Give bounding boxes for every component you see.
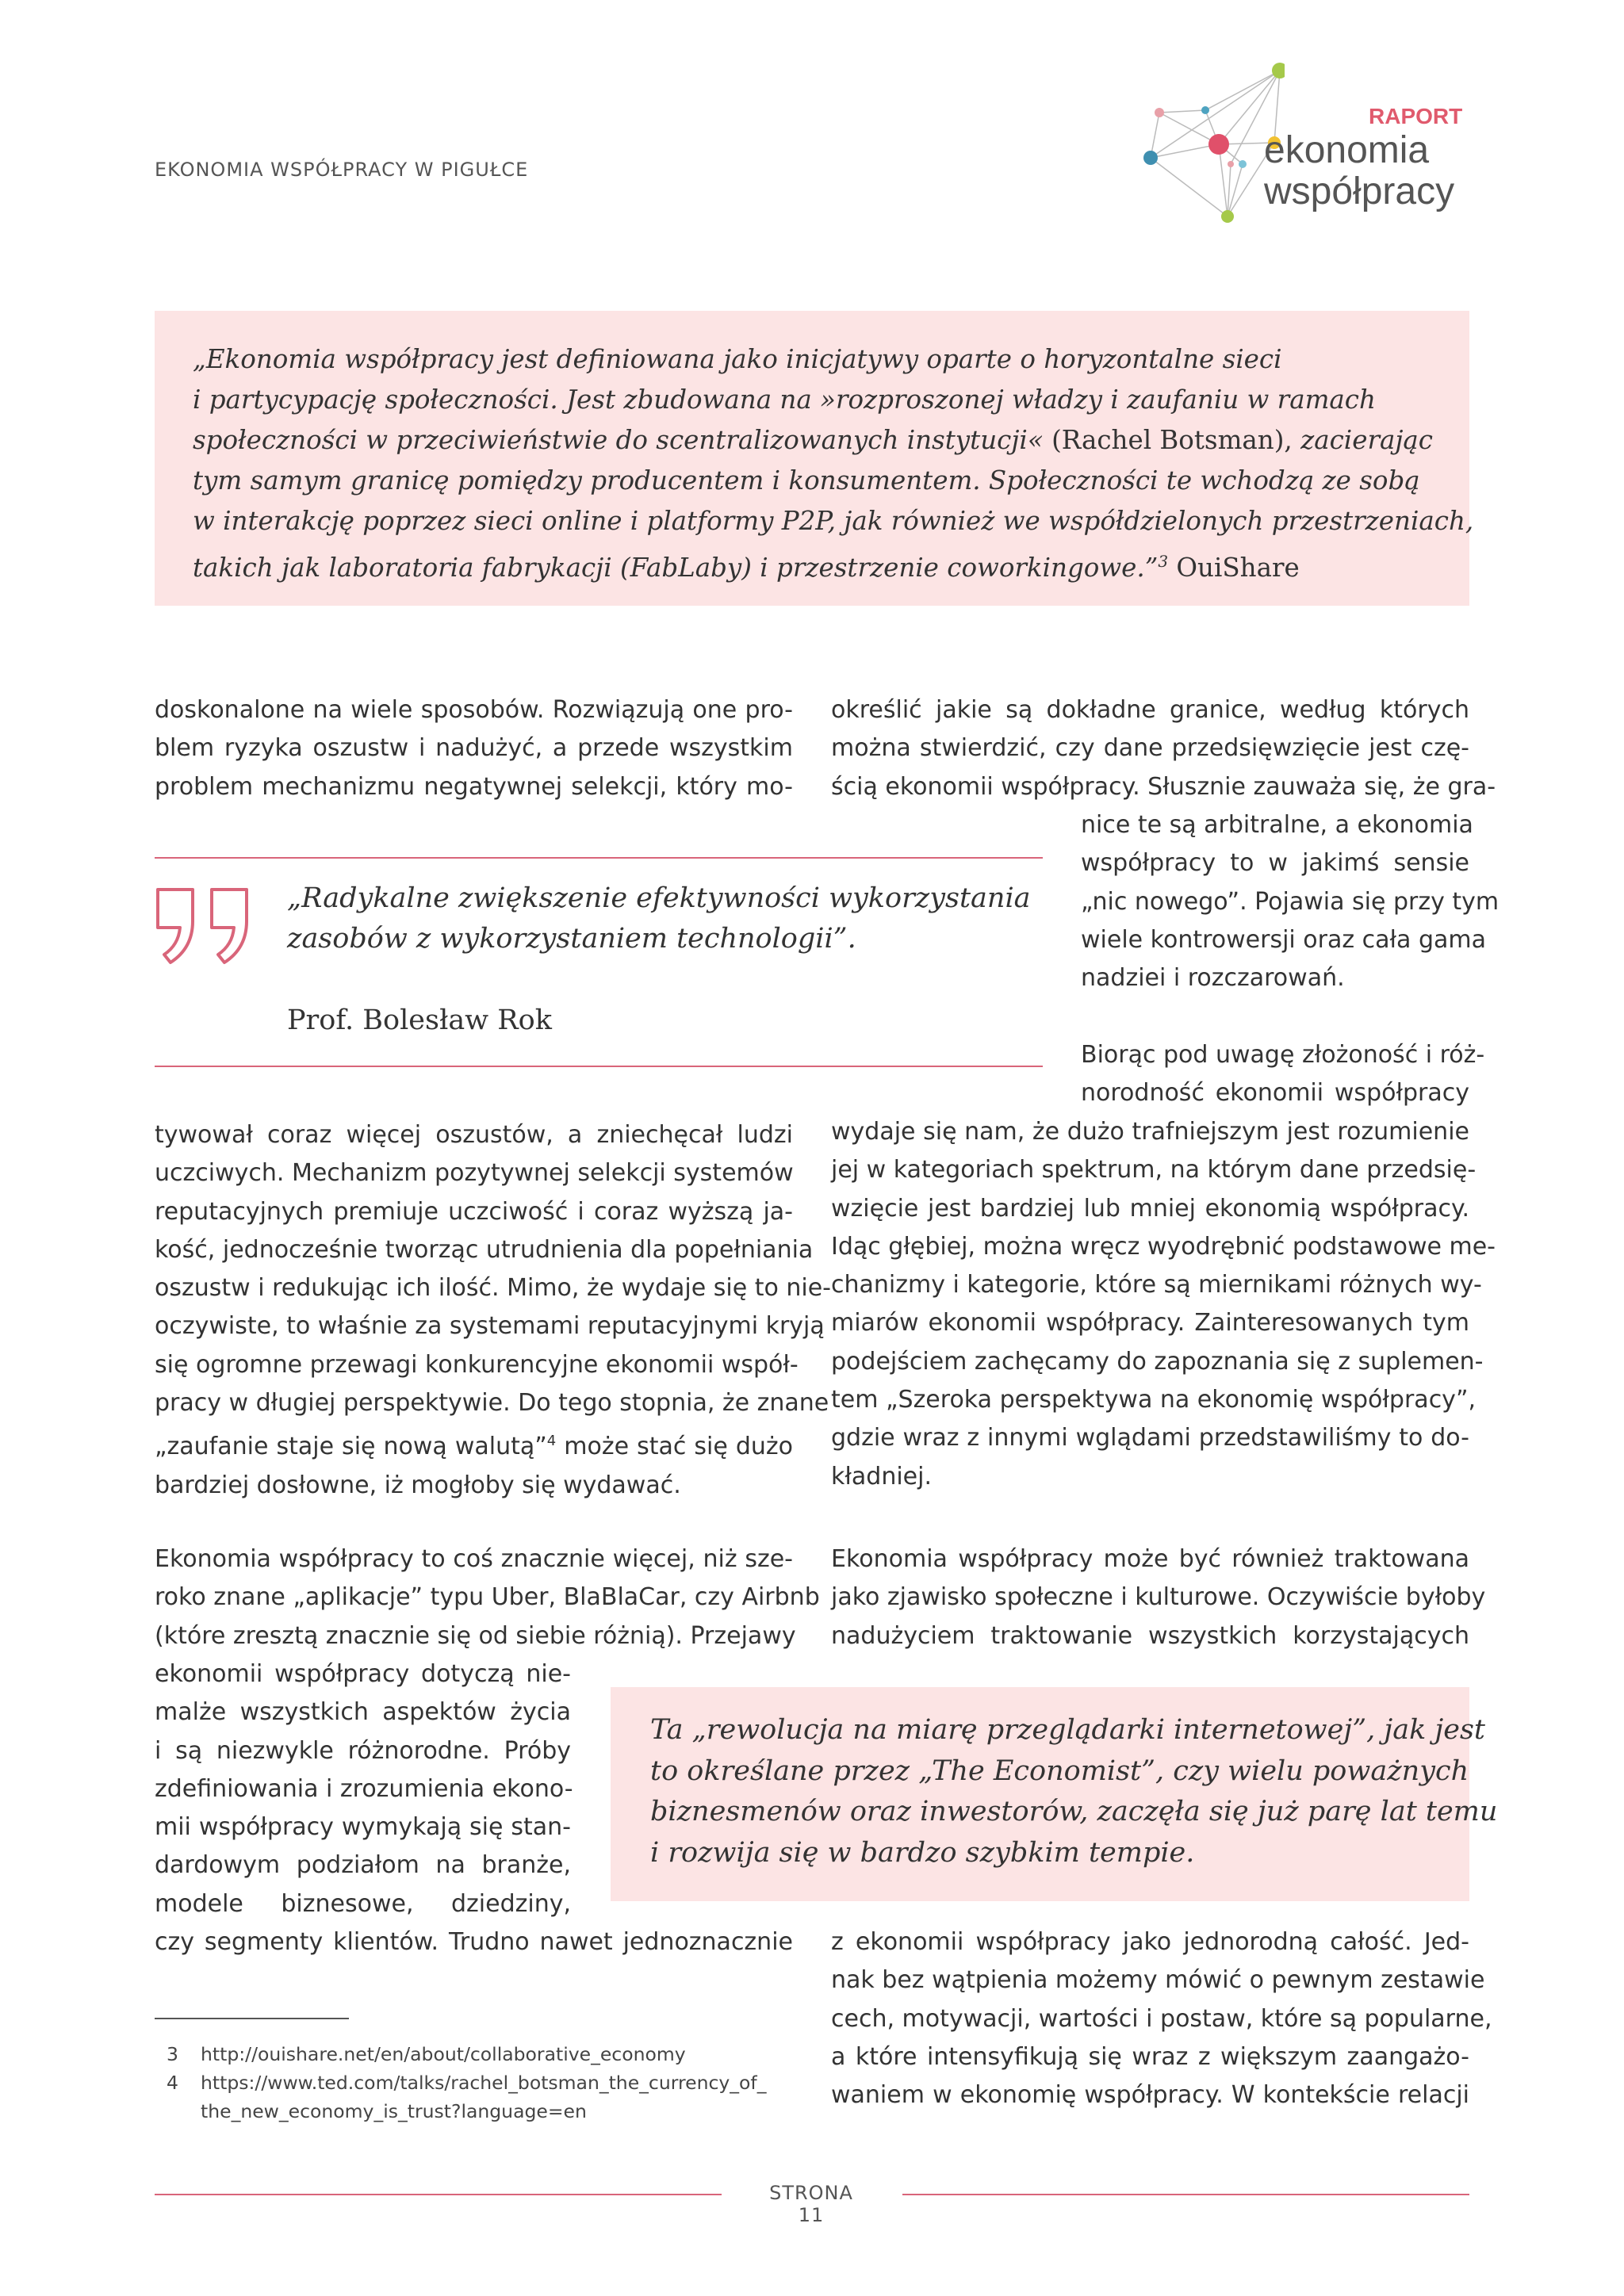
text-line: nice te są arbitralne, a ekonomia bbox=[1081, 811, 1473, 839]
text-line: chanizmy i kategorie, które są miernikami różnych wy- bbox=[831, 1271, 1482, 1299]
quote-line: i rozwija się w bardzo szybkim tempie. bbox=[650, 1836, 1195, 1869]
footer-rule-left bbox=[155, 2194, 722, 2195]
quote-line: „Ekonomia współpracy jest definiowana jako inicjatywy oparte o horyzontalne sieci bbox=[193, 344, 1282, 374]
text-line: czy segmenty klientów. Trudno nawet jednoznacznie bbox=[155, 1928, 793, 1956]
text-line: norodność ekonomii współpracy bbox=[1081, 1079, 1469, 1108]
quote-author-botsman: (Rachel Botsman), bbox=[1051, 425, 1293, 455]
left-para1-top bbox=[155, 691, 793, 806]
footnote-link[interactable]: http://ouishare.net/en/about/collaborative_economy bbox=[201, 2043, 686, 2065]
text-line: problem mechanizmu negatywnej selekcji, który mo- bbox=[155, 772, 793, 801]
text-line: (które zresztą znacznie się od siebie różnią). Przejawy bbox=[155, 1621, 796, 1650]
text-line: oczywiste, to właśnie za systemami reputacyjnymi kryją bbox=[155, 1312, 825, 1341]
text-line: wydaje się nam, że dużo trafniejszym jest rozumienie bbox=[831, 1118, 1469, 1146]
text-line: określić jakie są dokładne granice, według których bbox=[831, 696, 1469, 724]
footer-rule-right bbox=[902, 2194, 1469, 2195]
text-line: nadziei i rozczarowań. bbox=[1081, 964, 1345, 993]
text-line: doskonalone na wiele sposobów. Rozwiązują one pro- bbox=[155, 696, 793, 724]
text-line: tem „Szeroka perspektywa na ekonomię współpracy”, bbox=[831, 1386, 1477, 1414]
left-para2-last bbox=[155, 1923, 793, 1961]
logo-line-1: ekonomia bbox=[1264, 129, 1430, 171]
right-para3-top bbox=[831, 1540, 1486, 1655]
pull-quote-author: Prof. Bolesław Rok bbox=[287, 1004, 552, 1036]
quote-line: Ta „rewolucja na miarę przeglądarki internetowej”, jak jest bbox=[650, 1714, 1485, 1746]
text-line: mii współpracy wymykają się stan- bbox=[155, 1813, 571, 1842]
text-line: nak bez wątpienia możemy mówić o pewnym zestawie bbox=[831, 1966, 1485, 1995]
text-line: ekonomii współpracy dotyczą nie- bbox=[155, 1660, 571, 1688]
text-line: bardziej dosłowne, iż mogłoby się wydawać. bbox=[155, 1471, 681, 1499]
text-line: się ogromne przewagi konkurencyjne ekonomii współ- bbox=[155, 1350, 799, 1379]
footnote-link-cont[interactable]: the_new_economy_is_trust?language=en bbox=[201, 2100, 587, 2122]
footnote-link[interactable]: https://www.ted.com/talks/rachel_botsman_the_currency_of_ bbox=[201, 2072, 767, 2094]
text-line: współpracy to w jakimś sensie bbox=[1081, 849, 1469, 878]
pull-quote-top-rule bbox=[155, 857, 1043, 859]
pull-quote-text bbox=[287, 878, 1031, 959]
definition-quote-box bbox=[155, 311, 1474, 606]
quote-line: takich jak laboratoria fabrykacji (FabLaby) i przestrzenie coworkingowe.” bbox=[193, 552, 1159, 583]
text-line: wzięcie jest bardziej lub mniej ekonomią współpracy. bbox=[831, 1194, 1469, 1223]
left-para1-bottom bbox=[155, 1116, 831, 1505]
right-para1-narrow bbox=[1081, 806, 1500, 997]
logo-network-icon bbox=[1134, 59, 1285, 230]
pull-quote-line-1: „Radykalne zwiększenie efektywności wykorzystania bbox=[287, 882, 1031, 914]
text-line: pracy w długiej perspektywie. Do tego stopnia, że znane bbox=[155, 1389, 829, 1418]
text-fragment: „zaufanie staje się nową walutą” bbox=[155, 1433, 547, 1461]
text-line: Biorąc pod uwagę złożoność i róż- bbox=[1081, 1041, 1485, 1069]
text-line: reputacyjnych premiuje uczciwość i coraz wyższą ja- bbox=[155, 1197, 793, 1226]
text-line: i są niezwykle różnorodne. Próby bbox=[155, 1736, 571, 1765]
quote-fragment: zacierając bbox=[1300, 425, 1434, 455]
text-line: modele biznesowe, dziedziny, bbox=[155, 1889, 571, 1918]
right-para2-narrow bbox=[1081, 1036, 1485, 1113]
quote-line: społeczności w przeciwieństwie do scentralizowanych instytucji« bbox=[193, 425, 1044, 455]
text-line: z ekonomii współpracy jako jednorodną całość. Jed- bbox=[831, 1928, 1469, 1956]
text-line: ścią ekonomii współpracy. Słusznie zauważa się, że gra- bbox=[831, 772, 1496, 801]
pull-quote-bottom-rule bbox=[155, 1066, 1043, 1067]
quote-source-ouishare: OuiShare bbox=[1176, 552, 1300, 583]
text-line: gdzie wraz z innymi wglądami przedstawiliśmy to do- bbox=[831, 1424, 1469, 1452]
left-para2-narrow bbox=[155, 1655, 571, 1923]
text-line: roko znane „aplikacje” typu Uber, BlaBlaCar, czy Airbnb bbox=[155, 1583, 820, 1612]
quote-line: biznesmenów oraz inwestorów, zaczęła się już parę lat temu bbox=[650, 1796, 1498, 1827]
text-line: kość, jednocześnie tworząc utrudnienia dla popełniania bbox=[155, 1235, 814, 1264]
text-line: dardowym podziałom na branże, bbox=[155, 1851, 571, 1880]
quote-line: to określane przez „The Economist”, czy wielu poważnych bbox=[650, 1755, 1469, 1787]
economist-quote-box bbox=[611, 1687, 1498, 1901]
text-line: Idąc głębiej, można wręcz wyodrębnić podstawowe me- bbox=[831, 1232, 1496, 1261]
right-para1 bbox=[831, 691, 1496, 806]
footnote-ref-3[interactable]: 3 bbox=[1158, 552, 1169, 571]
quote-line: w interakcję poprzez sieci online i platformy P2P, jak również we współdzielonych przestrzeniach, bbox=[193, 506, 1474, 536]
text-fragment: może stać się dużo bbox=[564, 1433, 793, 1461]
text-line: wiele kontrowersji oraz cała gama bbox=[1081, 925, 1486, 954]
text-line: podejściem zachęcamy do zapoznania się z suplemen- bbox=[831, 1347, 1484, 1376]
quote-line: tym samym granicę pomiędzy producentem i konsumentem. Społeczności te wchodzą ze sobą bbox=[193, 465, 1420, 496]
footnote-divider bbox=[155, 2018, 349, 2019]
section-title: EKONOMIA WSPÓŁPRACY W PIGUŁCE bbox=[155, 159, 529, 181]
text-line: można stwierdzić, czy dane przedsięwzięcie jest czę- bbox=[831, 734, 1469, 763]
text-line: „nic nowego”. Pojawia się przy tym bbox=[1081, 887, 1500, 916]
text-line: Ekonomia współpracy to coś znacznie więcej, niż sze- bbox=[155, 1545, 793, 1573]
quote-line: i partycypację społeczności. Jest zbudowana na »rozproszonej władzy i zaufaniu w ramach bbox=[193, 385, 1376, 415]
text-line bbox=[155, 1422, 793, 1466]
footnote-ref-4[interactable]: 4 bbox=[546, 1433, 557, 1450]
text-line: jej w kategoriach spektrum, na którym dane przedsię- bbox=[831, 1156, 1477, 1184]
text-line: kładniej. bbox=[831, 1462, 933, 1490]
footnote-number: 3 bbox=[167, 2043, 178, 2065]
left-para2 bbox=[155, 1540, 820, 1655]
text-line: Ekonomia współpracy może być również traktowana bbox=[831, 1545, 1469, 1573]
logo-line-2: współpracy bbox=[1264, 170, 1455, 212]
text-line: jako zjawisko społeczne i kulturowe. Oczywiście byłoby bbox=[831, 1583, 1486, 1612]
text-line: miarów ekonomii współpracy. Zainteresowanych tym bbox=[831, 1309, 1469, 1337]
economist-quote-text bbox=[650, 1710, 1498, 1873]
text-line: blem ryzyka oszustw i nadużyć, a przede wszystkim bbox=[155, 734, 793, 763]
right-para2 bbox=[831, 1113, 1496, 1496]
text-line: tywował coraz więcej oszustów, a zniechęcał ludzi bbox=[155, 1121, 793, 1149]
text-line: a które intensyfikują się wraz z większym zaangażo- bbox=[831, 2042, 1469, 2071]
text-line: uczciwych. Mechanizm pozytywnej selekcji systemów bbox=[155, 1159, 794, 1188]
text-line: cech, motywacji, wartości i postaw, które są popularne, bbox=[831, 2004, 1492, 2033]
pull-quote-line-2: zasobów z wykorzystaniem technologii”. bbox=[287, 923, 856, 955]
text-line: waniem w ekonomię współpracy. W kontekście relacji bbox=[831, 2081, 1469, 2110]
definition-quote-text bbox=[193, 339, 1474, 588]
quotation-mark-icon bbox=[155, 886, 258, 966]
footnote-number: 4 bbox=[167, 2072, 178, 2094]
text-line: nadużyciem traktowanie wszystkich korzystających bbox=[831, 1621, 1469, 1650]
right-para3-bottom bbox=[831, 1923, 1492, 2114]
logo-raport-label: RAPORT bbox=[1369, 104, 1463, 128]
page-number: STRONA 11 bbox=[769, 2182, 853, 2226]
text-line: malże wszystkich aspektów życia bbox=[155, 1698, 571, 1727]
text-line: zdefiniowania i zrozumienia ekono- bbox=[155, 1774, 573, 1803]
text-line: oszustw i redukując ich ilość. Mimo, że wydaje się to nie- bbox=[155, 1274, 831, 1303]
